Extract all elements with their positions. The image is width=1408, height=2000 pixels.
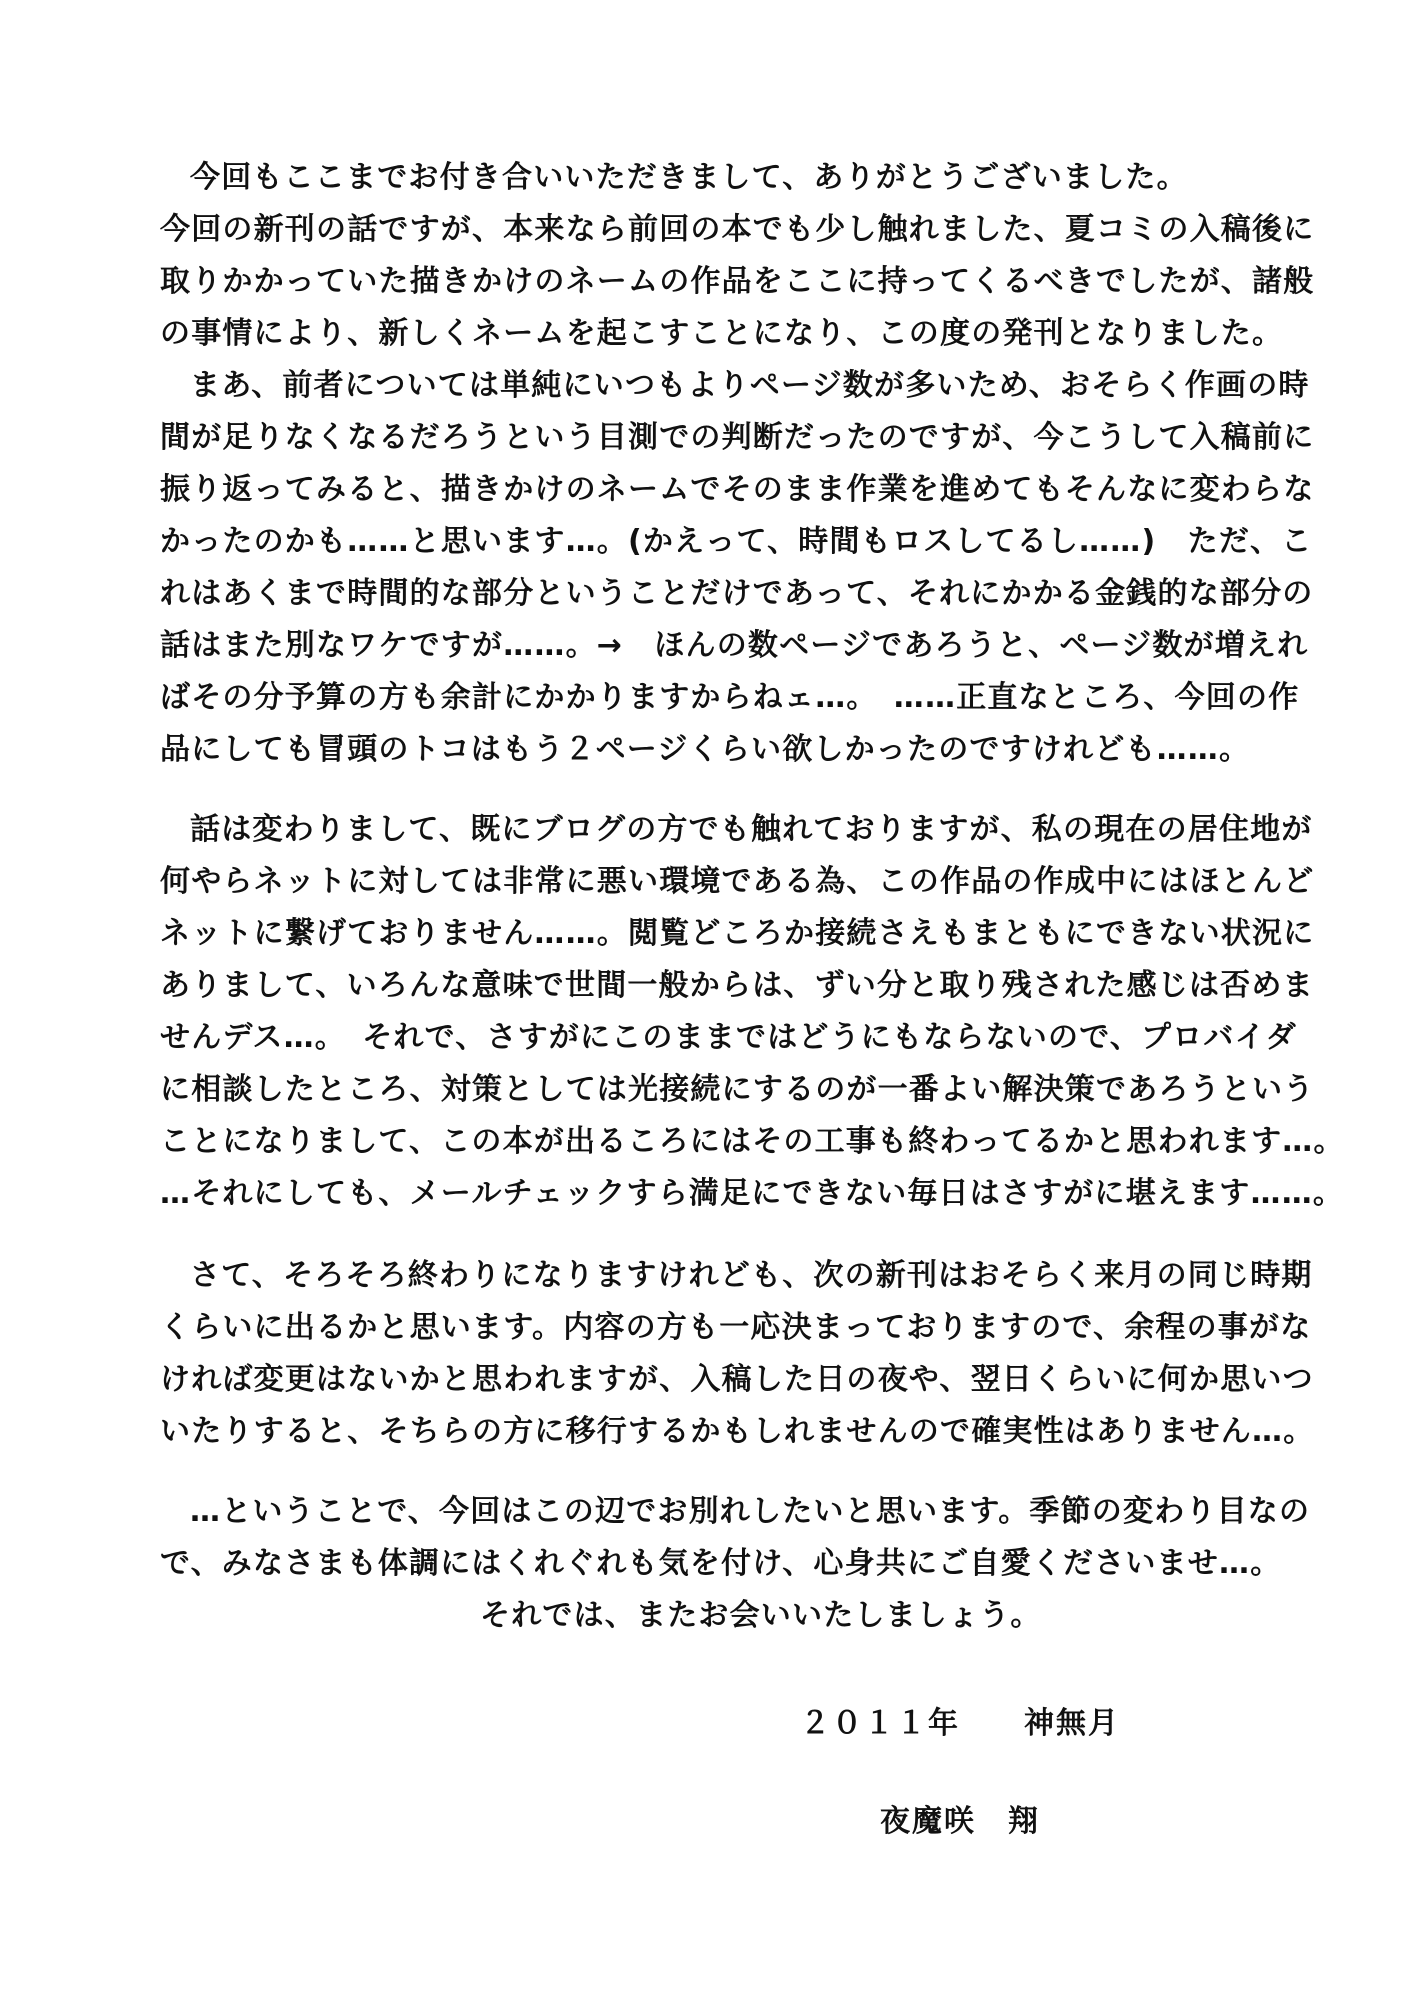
paragraph1-line3: 取りかかっていた描きかけのネームの作品をここに持ってくるべきでしたが、諸般 [160, 264, 1315, 299]
paragraph3-line7: ことになりまして、この本が出るころにはその工事も終わってるかと思われます…。 [160, 1124, 1345, 1159]
paragraph3-line3: ネットに繋げておりません……。閲覧どころか接続さえもまともにできない状況に [160, 916, 1315, 951]
paragraph3-line8: …それにしても、メールチェックすら満足にできない毎日はさすがに堪えます……。 [160, 1176, 1345, 1211]
paragraph4-line3: ければ変更はないかと思われますが、入稿した日の夜や、翌日くらいに何か思いつ [160, 1362, 1314, 1397]
paragraph1-line2: 今回の新刊の話ですが、本来なら前回の本でも少し触れました、夏コミの入稿後に [160, 212, 1315, 247]
paragraph3-line4: ありまして、いろんな意味で世間一般からは、ずい分と取り残された感じは否めま [160, 968, 1314, 1003]
paragraph2-line1: まあ、前者については単純にいつもよりページ数が多いため、おそらく作画の時 [190, 368, 1310, 403]
date: ２０１１年 神無月 [800, 1706, 1120, 1741]
paragraph5-line2: で、みなさまも体調にはくれぐれも気を付け、心身共にご自愛くださいませ…。 [160, 1546, 1282, 1581]
author-signature: 夜魔咲 翔 [880, 1804, 1040, 1839]
paragraph4-line2: くらいに出るかと思います。内容の方も一応決まっておりますので、余程の事がな [160, 1310, 1312, 1345]
paragraph4-line1: さて、そろそろ終わりになりますけれども、次の新刊はおそらく来月の同じ時期 [190, 1258, 1313, 1293]
paragraph2-line2: 間が足りなくなるだろうという目測での判断だったのですが、今こうして入稿前に [160, 420, 1315, 455]
paragraph2-line5: れはあくまで時間的な部分ということだけであって、それにかかる金銭的な部分の [160, 576, 1314, 611]
paragraph3-line6: に相談したところ、対策としては光接続にするのが一番よい解決策であろうという [160, 1072, 1315, 1107]
paragraph5-line1: …ということで、今回はこの辺でお別れしたいと思います。季節の変わり目なの [190, 1494, 1311, 1529]
paragraph2-line3: 振り返ってみると、描きかけのネームでそのまま作業を進めてもそんなに変わらな [160, 472, 1315, 507]
paragraph3-line5: せんデス…。 それで、さすがにこのままではどうにもならないので、プロバイダ [160, 1020, 1297, 1055]
closing-line: それでは、またお会いいたしましょう。 [480, 1598, 1042, 1633]
paragraph4-line4: いたりすると、そちらの方に移行するかもしれませんので確実性はありません…。 [160, 1414, 1315, 1449]
paragraph1-line4: の事情により、新しくネームを起こすことになり、この度の発刊となりました。 [160, 316, 1284, 351]
paragraph1-line1: 今回もここまでお付き合いいただきまして、ありがとうございました。 [190, 160, 1188, 195]
paragraph3-line2: 何やらネットに対しては非常に悪い環境である為、この作品の作成中にはほとんど [160, 864, 1315, 899]
paragraph2-line7: ばその分予算の方も余計にかかりますからねェ…。 ……正直なところ、今回の作 [160, 680, 1300, 715]
paragraph2-line6: 話はまた別なワケですが……。→ ほんの数ページであろうと、ページ数が増えれ [160, 628, 1309, 663]
paragraph2-line4: かったのかも……と思います…。(かえって、時間もロスしてるし……) ただ、こ [160, 524, 1313, 559]
paragraph2-line8: 品にしても冒頭のトコはもう２ページくらい欲しかったのですけれども……。 [160, 732, 1251, 767]
paragraph3-line1: 話は変わりまして、既にブログの方でも触れておりますが、私の現在の居住地が [190, 812, 1313, 847]
